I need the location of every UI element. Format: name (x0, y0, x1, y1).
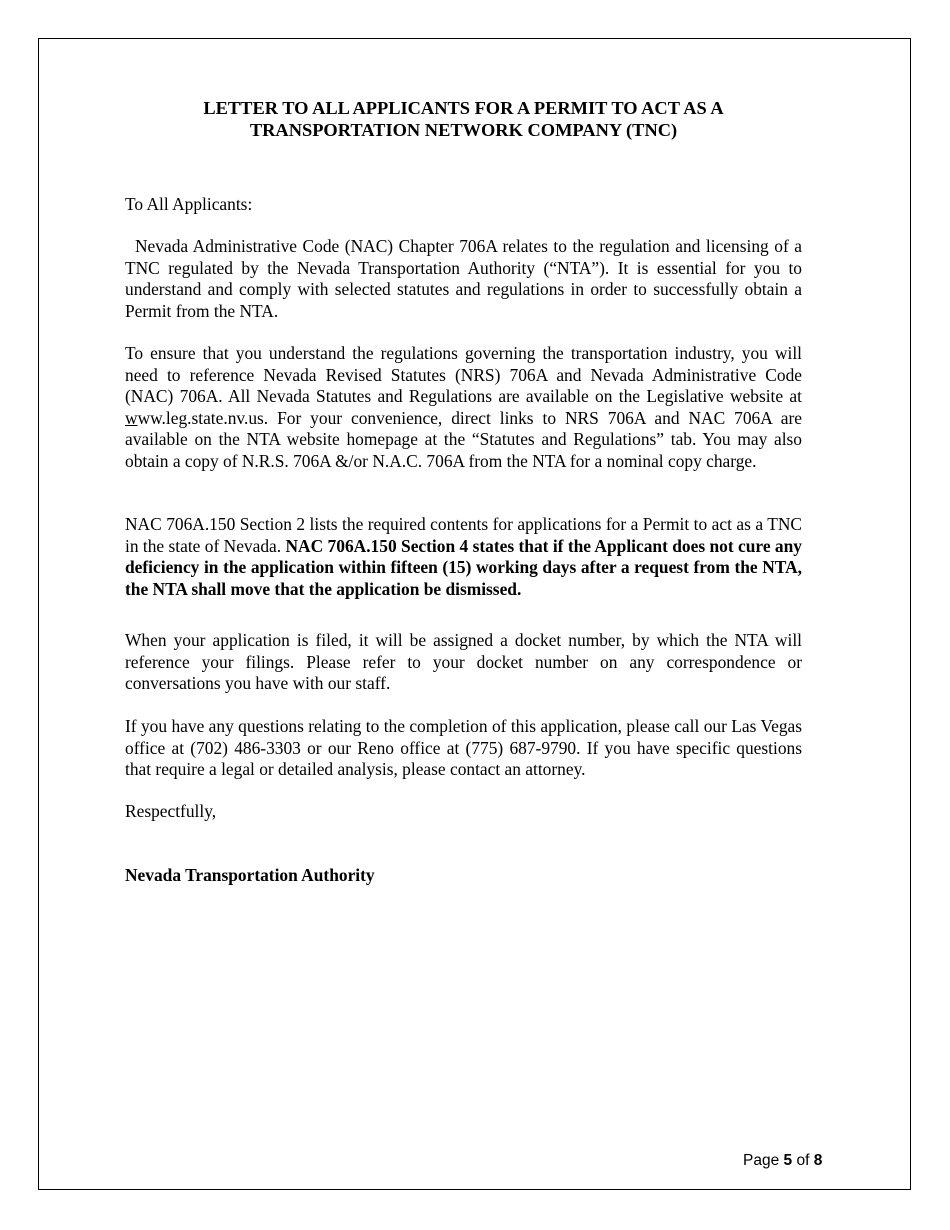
link-rest-text: ww.leg.state.nv.us (137, 407, 264, 428)
page-word: Page (743, 1152, 780, 1169)
link-underlined-char: w (125, 407, 138, 428)
of-word: of (796, 1152, 810, 1169)
title-line-1: LETTER TO ALL APPLICANTS FOR A PERMIT TO ACT AS A (203, 98, 724, 118)
current-page: 5 (783, 1152, 793, 1169)
letter-title (125, 97, 802, 141)
page-number (743, 1151, 822, 1171)
paragraph-statutes-text-before: To ensure that you understand the regulations governing the transportation industry, you will need to reference Nevada Revised Statutes (NRS) 706A and Nevada Administrative Code (NAC) 706A. All Nevada Statutes and Regulations are available on the Legislative website at (125, 343, 802, 406)
paragraph-statutes-reference (125, 343, 802, 472)
paragraph-application-contents (125, 514, 802, 600)
title-line-2: TRANSPORTATION NETWORK COMPANY (TNC) (249, 120, 678, 140)
total-pages: 8 (813, 1152, 823, 1169)
paragraph-contact-info: If you have any questions relating to the completion of this application, please call our Las Vegas office at (702) 486-3303 or our Reno office at (775) 687-9790. If you have specific questions that require a legal or detailed analysis, please contact an attorney. (125, 716, 802, 779)
paragraph-contents-bold-warning: NAC 706A.150 Section 4 states that if the Applicant does not cure any deficiency in the application within fifteen (15) working days after a request from the NTA, the NTA shall move that the application be dismissed. (125, 535, 802, 599)
signature: Nevada Transportation Authority (125, 865, 375, 885)
closing: Respectfully, (125, 801, 217, 821)
paragraph-statutes-text-after: . For your convenience, direct links to NRS 706A and NAC 706A are available on the NTA website homepage at the “Statutes and Regulations” tab. You may also obtain a copy of N.R.S. 706A &/or N.A.C. 706A from the NTA for a nominal copy charge. (125, 407, 802, 471)
legislative-website-link[interactable] (125, 408, 264, 428)
paragraph-nac-overview: Nevada Administrative Code (NAC) Chapter 706A relates to the regulation and licensing of a TNC regulated by the Nevada Transportation Authority (“NTA”). It is essential for you to understand and comply with selected statutes and regulations in order to successfully obtain a Permit from the NTA. (125, 236, 802, 321)
paragraph-docket-number: When your application is filed, it will be assigned a docket number, by which the NTA will reference your filings. Please refer to your docket number on any correspondence or conversations you have with our staff. (125, 630, 802, 693)
paragraph-contents-plain: NAC 706A.150 Section 2 lists the required contents for applications for a Permit to act as a TNC in the state of Nevada. (125, 514, 802, 556)
salutation: To All Applicants: (125, 194, 253, 214)
